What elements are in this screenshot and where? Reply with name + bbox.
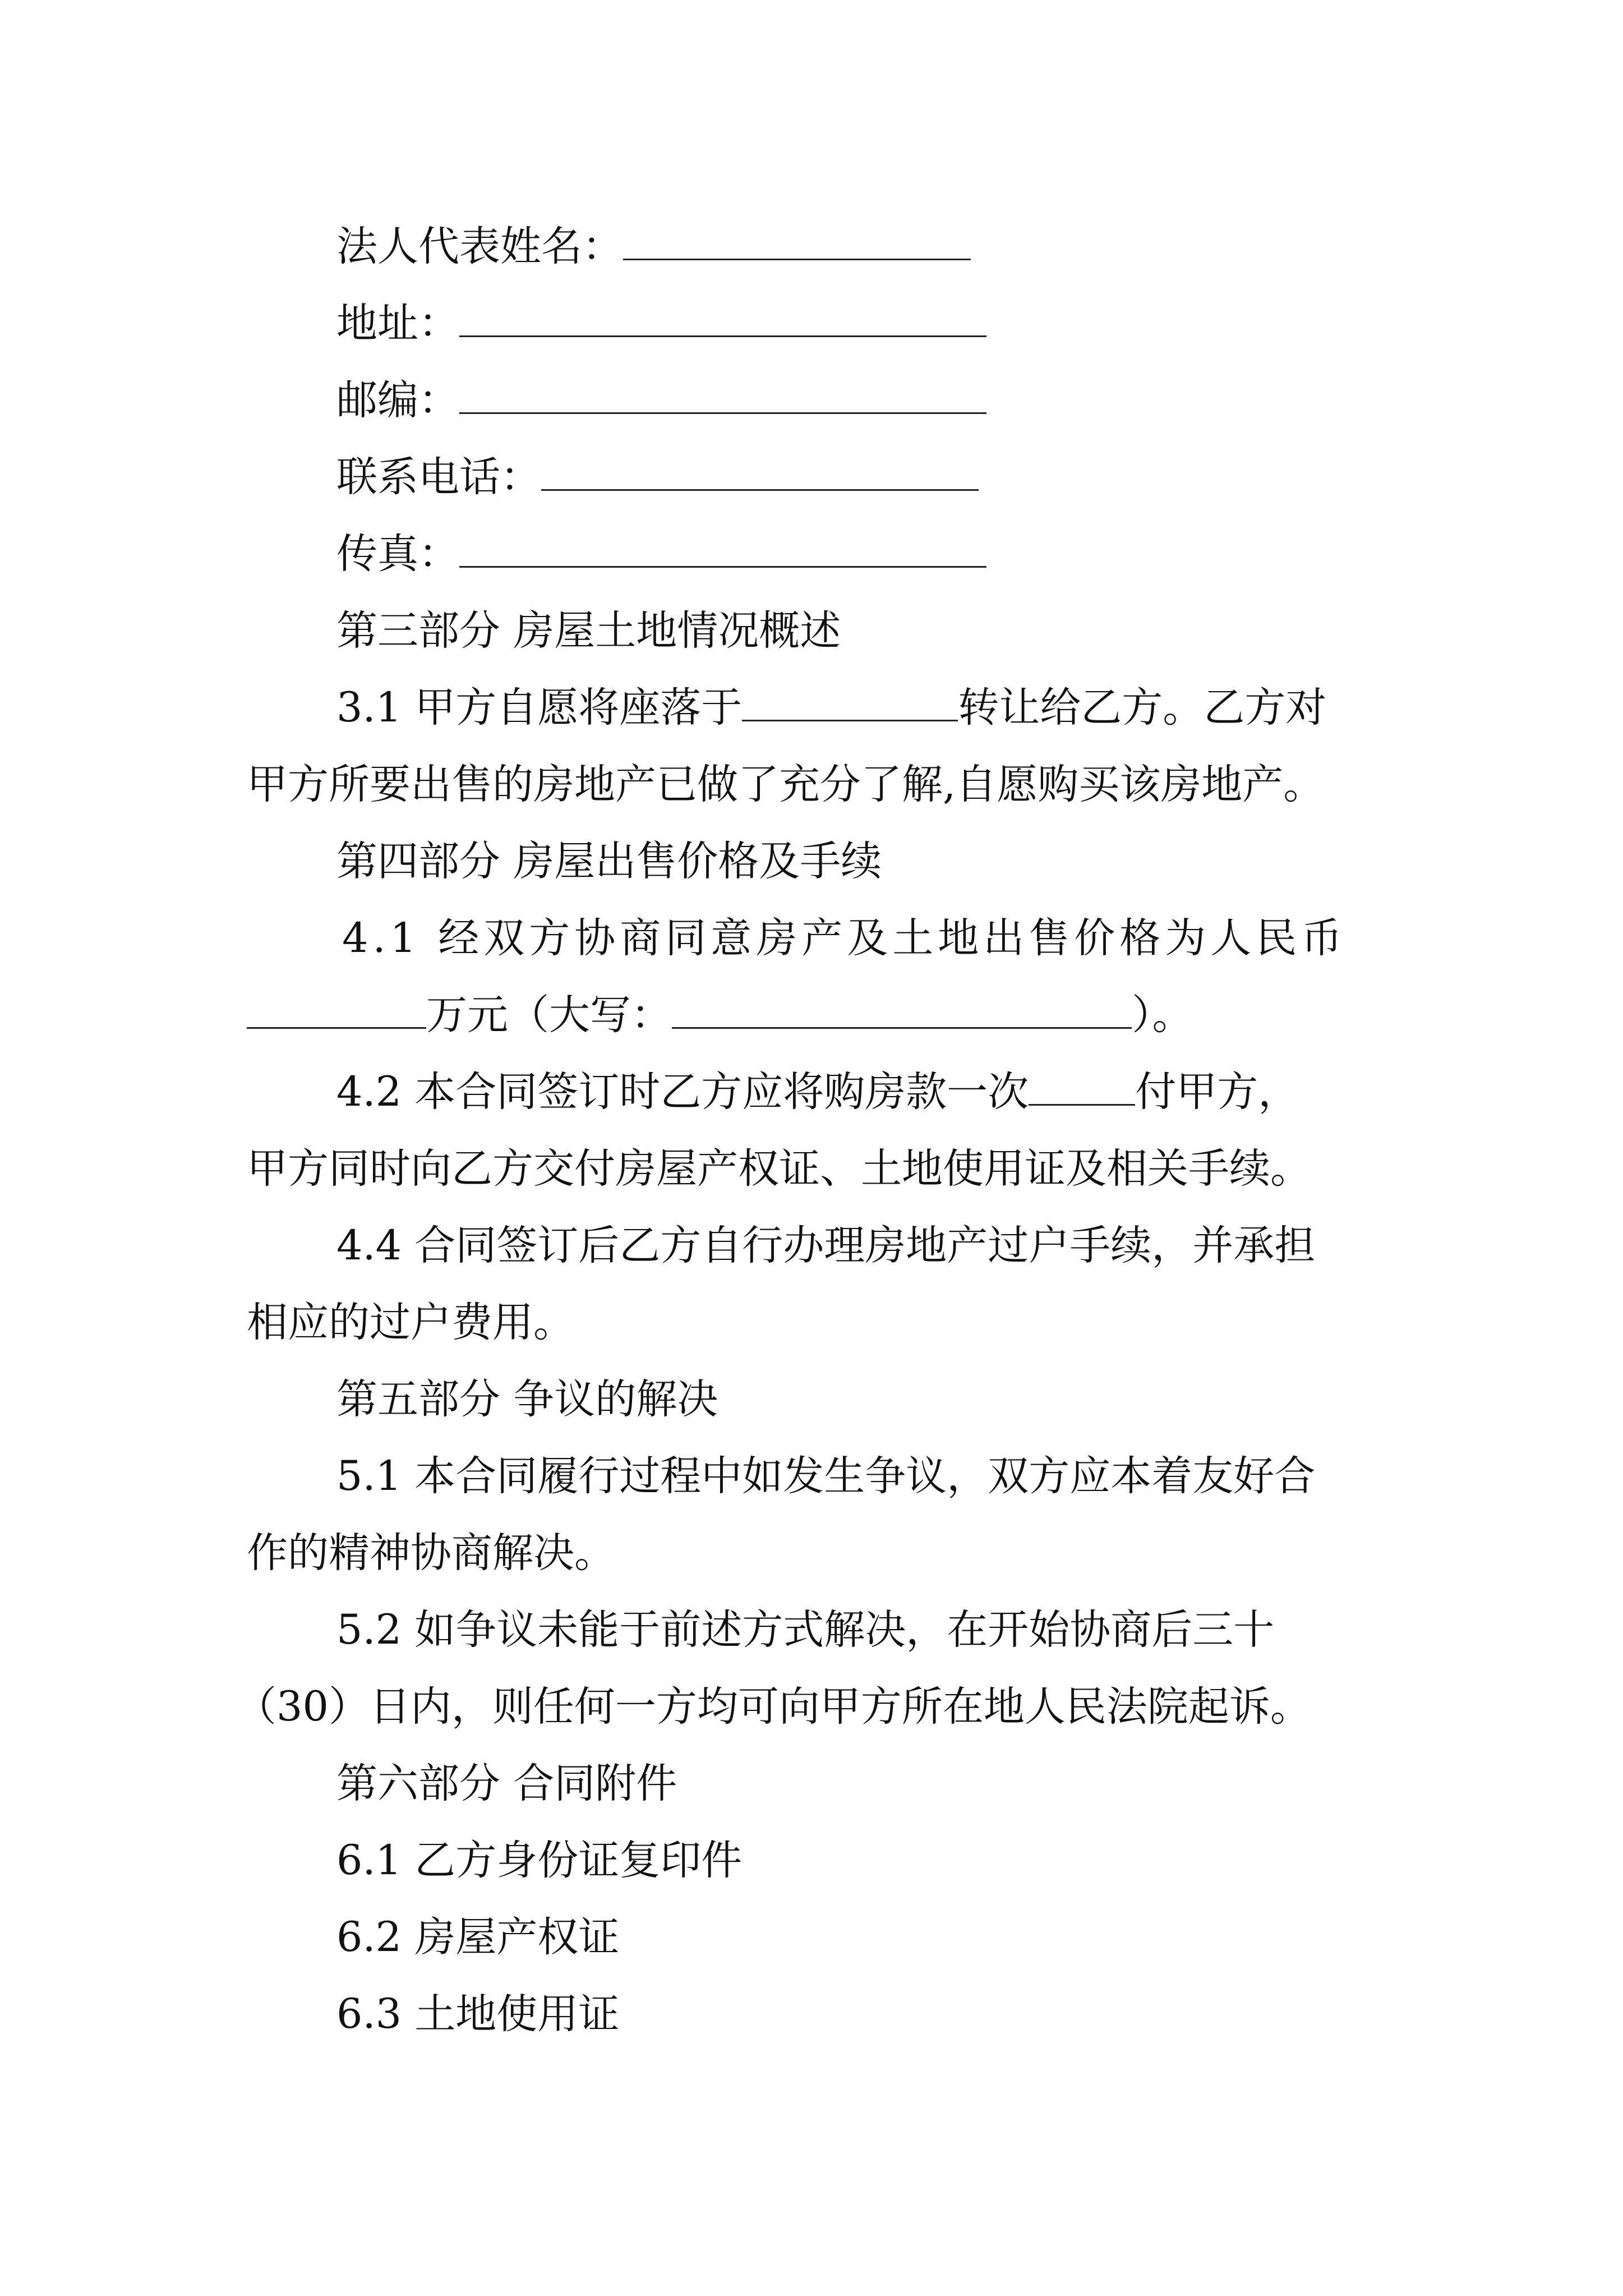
- clause-4-4-line-2: 相应的过户费用。: [247, 1299, 574, 1346]
- clause-4-4-line-1: 4.4 合同签订后乙方自行办理房地产过户手续，并承担: [336, 1222, 1316, 1269]
- fill-in-blank: [459, 374, 986, 414]
- attachment-item: 6.2 房屋产权证: [336, 1913, 620, 1961]
- postcode-field: [336, 372, 986, 429]
- fill-in-blank: [623, 220, 971, 260]
- attachment-item: 6.1 乙方身份证复印件: [336, 1837, 743, 1884]
- clause-3-1-line-1: 3.1 甲方自愿将座落于 转让给乙方。乙方对: [336, 680, 1326, 736]
- clause-3-1-line-2: 甲方所要出售的房地产已做了充分了解,自愿购买该房地产。: [247, 761, 1325, 808]
- clause-5-2-line-2: （30）日内，则任何一方均可向甲方所在地人民法院起诉。: [236, 1683, 1311, 1731]
- field-label: 联系电话：: [336, 453, 541, 501]
- fill-in-blank: [742, 682, 958, 721]
- fill-in-blank: [459, 528, 986, 568]
- section-3-heading: 第三部分 房屋土地情况概述: [336, 607, 841, 655]
- section-6-heading: 第六部分 合同附件: [336, 1760, 677, 1807]
- clause-5-2-line-1: 5.2 如争议未能于前述方式解决，在开始协商后三十: [336, 1606, 1275, 1654]
- clause-4-1-line-1: 4.1 经双方协商同意房产及土地出售价格为人民币: [342, 914, 1347, 962]
- address-field: [336, 296, 986, 352]
- phone-field: [336, 449, 979, 505]
- clause-4-1-line-2: 万元（大写： ）。: [247, 987, 1193, 1043]
- field-label: 法人代表姓名：: [336, 223, 623, 270]
- clause-5-1-line-1: 5.1 本合同履行过程中如发生争议，双方应本着友好合: [336, 1452, 1316, 1500]
- attachment-item: 6.3 土地使用证: [336, 1990, 620, 2038]
- section-4-heading: 第四部分 房屋出售价格及手续: [336, 838, 882, 885]
- fill-in-blank: [541, 451, 979, 491]
- legal-rep-name-field: [336, 219, 971, 275]
- clause-4-2-line-2: 甲方同时向乙方交付房屋产权证、土地使用证及相关手续。: [247, 1145, 1311, 1193]
- fill-in-blank: [1029, 1066, 1135, 1106]
- fill-in-blank: [459, 297, 986, 337]
- section-5-heading: 第五部分 争议的解决: [336, 1375, 718, 1423]
- fax-field: [336, 526, 986, 582]
- fill-in-blank: [247, 989, 426, 1029]
- clause-4-2-line-1: 4.2 本合同签订时乙方应将购房款一次 付甲方，: [336, 1064, 1299, 1120]
- field-label: 邮编：: [336, 376, 459, 424]
- clause-5-1-line-2: 作的精神协商解决。: [247, 1529, 615, 1577]
- field-label: 地址：: [336, 300, 459, 347]
- fill-in-blank: [672, 989, 1132, 1029]
- field-label: 传真：: [336, 530, 459, 578]
